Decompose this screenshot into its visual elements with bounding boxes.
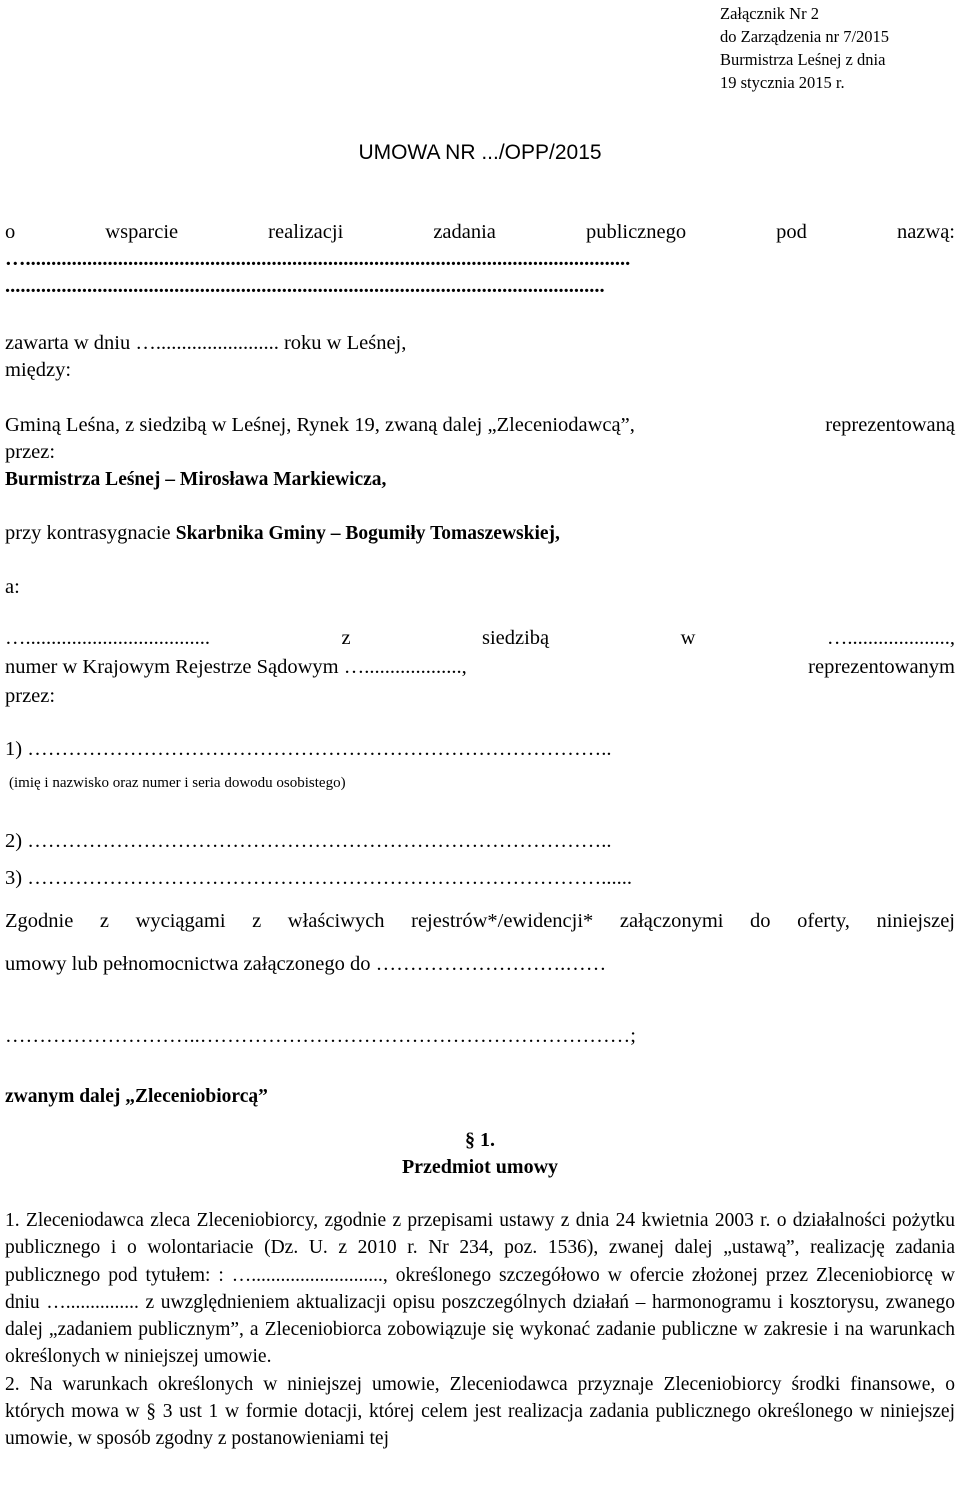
subject-word: wsparcie: [105, 221, 179, 243]
and-label: a:: [5, 576, 20, 598]
subject-word: realizacji: [268, 221, 344, 243]
party1-representative: Burmistrza Leśnej – Mirosława Markiewicza,: [5, 469, 387, 490]
party2-word: w: [680, 627, 696, 649]
subject-word: pod: [776, 221, 807, 243]
section-number: § 1.: [465, 1129, 495, 1151]
treasurer-name: Skarbnika Gminy – Bogumiły Tomaszewskiej,: [175, 523, 560, 544]
subject-line: [5, 219, 955, 246]
subject-word: o: [5, 221, 16, 243]
subject-word: publicznego: [585, 221, 687, 243]
subject-dots-1: …......................................................................................................................: [5, 248, 631, 270]
representative-2: 2) …………………………………………………………………………..: [5, 830, 612, 852]
annex-line-2: do Zarządzenia nr 7/2015: [720, 27, 890, 46]
extracts-line-1: [5, 908, 955, 935]
party1-represented: reprezentowaną: [825, 414, 955, 436]
representative-1: 1) …………………………………………………………………………..: [5, 738, 612, 760]
annex-line-4: 19 stycznia 2015 r.: [720, 73, 845, 92]
subject-dots-2: .....................................................................................................................: [5, 275, 605, 297]
extracts-text: Zgodnie z wyciągami z właściwych rejestrów*/ewidencji* załączonymi do oferty, niniejszej: [5, 910, 955, 932]
party2-name-dots: …....................................: [5, 627, 210, 649]
party1-line: [5, 412, 955, 439]
party2-seat-dots: …....................,: [826, 627, 955, 649]
party1-text: Gminą Leśna, z siedzibą w Leśnej, Rynek 19, zwaną dalej „Zleceniodawcą”,: [5, 414, 635, 436]
extracts-line-3: ………………………..………………………………………………………;: [5, 1025, 636, 1047]
party2-line-1: [5, 625, 955, 652]
document-title: UMOWA NR .../OPP/2015: [358, 141, 602, 164]
subject-word: zadania: [433, 221, 496, 243]
party2-represented: reprezentowanym: [808, 656, 955, 678]
concluded-date: zawarta w dniu …........................ roku w Leśnej,: [5, 332, 407, 354]
countersign-prefix: przy kontrasygnacie: [5, 522, 176, 544]
clause-1: 1. Zleceniodawca zleca Zleceniobiorcy, zgodnie z przepisami ustawy z dnia 24 kwietnia 2003 r. o działalności pożytku publicznego i o wolontariacie (Dz. U. z 2010 r. Nr 234, poz. 1536), zwanej dalej „ustawą”, realizację zadania publicznego pod tytułem: : …..........................., określonego szczegółowo w ofercie złożonej przez Zleceniobiorcę w dniu …............... z uwzględnieniem aktualizacji opisu poszczególnych działań – harmonogramu i kosztorysu, zwanego dalej „zadaniem publicznym”, a Zleceniobiorca zobowiązuje się wykonać zadanie publiczne w zakresie i na warunkach określonych w niniejszej umowie.: [5, 1210, 955, 1368]
party2-line-2: [5, 654, 955, 681]
contractor-definition: zwanym dalej „Zleceniobiorcą”: [5, 1086, 268, 1107]
between-label: między:: [5, 359, 72, 381]
party1-by: przez:: [5, 441, 56, 463]
countersignature: [5, 520, 955, 547]
clause-2: 2. Na warunkach określonych w niniejszej umowie, Zleceniodawca przyznaje Zleceniobiorcy środki finansowe, o których mowa w § 3 ust 1 w formie dotacji, której celem jest realizacja zadania publicznego określonego w niniejszej umowie, w sposób zgodny z postanowieniami tej: [5, 1373, 955, 1450]
annex-line-3: Burmistrza Leśnej z dnia: [720, 50, 886, 69]
party2-krs: numer w Krajowym Rejestrze Sądowym …...................,: [5, 656, 467, 678]
party2-word: siedzibą: [481, 627, 550, 649]
subject-word: nazwą:: [896, 221, 955, 243]
clauses: [5, 1207, 955, 1453]
annex-line-1: Załącznik Nr 2: [720, 4, 819, 23]
extracts-line-2: umowy lub pełnomocnictwa załączonego do ……………………….……: [5, 953, 607, 975]
section-title: Przedmiot umowy: [401, 1156, 559, 1178]
party2-by: przez:: [5, 685, 56, 707]
representative-3: 3) …………………………………………………………………………......: [5, 867, 632, 889]
annex-note: [720, 2, 889, 94]
representative-caption: (imię i nazwisko oraz numer i seria dowodu osobistego): [9, 775, 346, 791]
party2-word: z: [341, 627, 351, 649]
